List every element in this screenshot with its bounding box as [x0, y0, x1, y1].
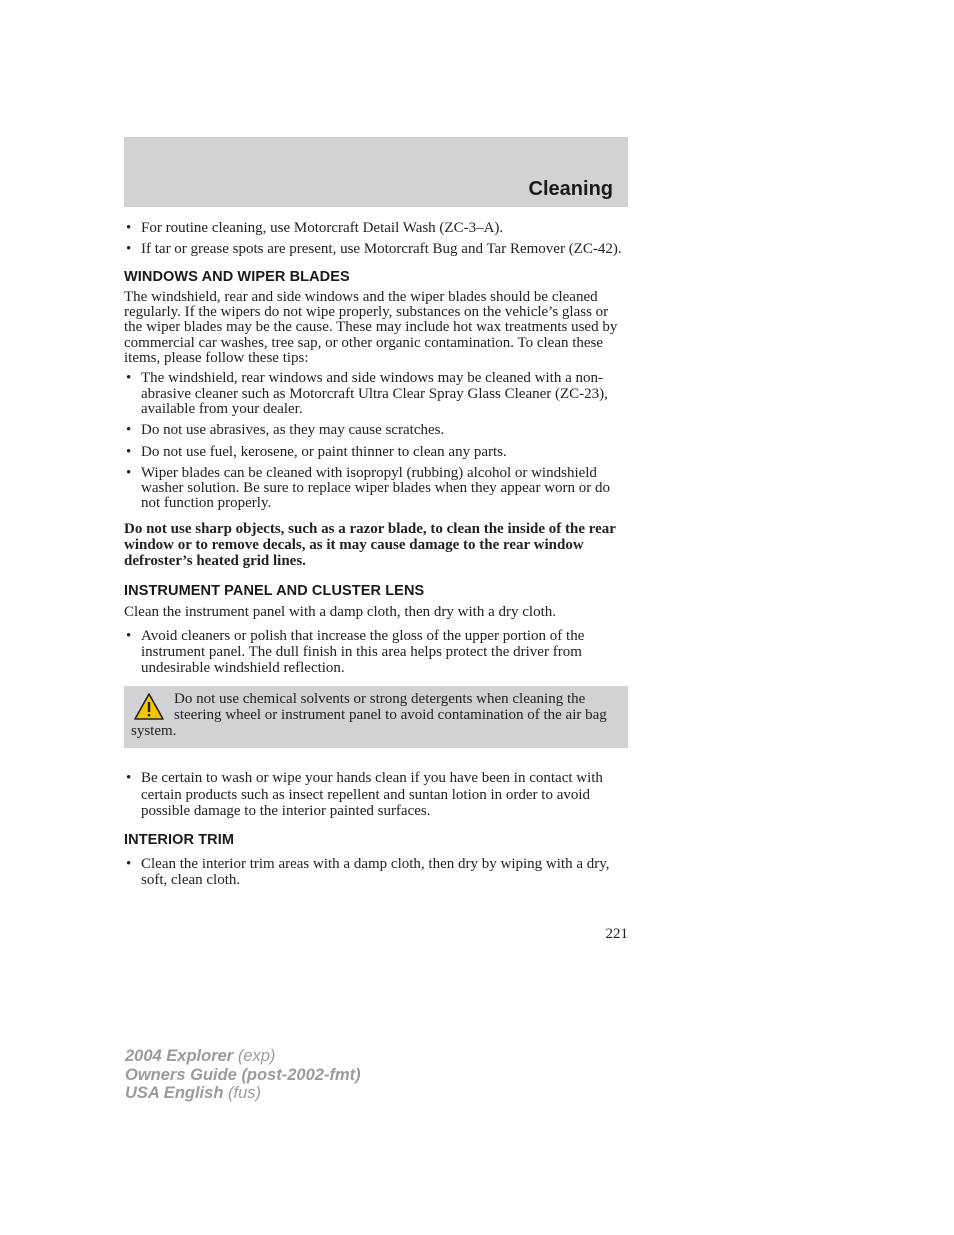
- windows-paragraph: The windshield, rear and side windows and the wiper blades should be cleaned regularly. If the wipers do not wipe properly, substances on the vehicle’s glass or the wiper blades may be the cause. These may include hot wax treatments used by commercial car washes, tree sap, or other organic contamination. To clean these items, please follow these tips:: [124, 288, 618, 367]
- list-item: • If tar or grease spots are present, use Motorcraft Bug and Tar Remover (ZC-42).: [124, 242, 628, 257]
- footer-line-2: [125, 1066, 361, 1085]
- footer-language: USA English: [125, 1084, 224, 1102]
- section-header-band: [124, 137, 628, 207]
- list-item: • Wiper blades can be cleaned with isopropyl (rubbing) alcohol or windshield washer solution. Be sure to replace wiper blades when they appear worn or do not function properly.: [124, 466, 628, 512]
- instrument-after-bullet-list: [124, 770, 628, 819]
- list-item: • Do not use abrasives, as they may cause scratches.: [124, 423, 628, 438]
- section-heading-instrument: INSTRUMENT PANEL AND CLUSTER LENS: [124, 582, 425, 599]
- section-heading-windows: WINDOWS AND WIPER BLADES: [124, 268, 350, 285]
- list-item: • Avoid cleaners or polish that increase the gloss of the upper portion of the instrument panel. The dull finish in this area helps protect the driver from undesirable windshield reflection.: [124, 628, 628, 676]
- list-item: • The windshield, rear windows and side windows may be cleaned with a non-abrasive cleaner such as Motorcraft Ultra Clear Spray Glass Cleaner (ZC-23), available from your dealer.: [124, 371, 628, 417]
- instrument-bullet-list: [124, 628, 628, 676]
- list-item: • Clean the interior trim areas with a damp cloth, then dry by wiping with a dry, soft, clean cloth.: [124, 856, 628, 888]
- section-title: Cleaning: [528, 178, 613, 200]
- windows-warning: Do not use sharp objects, such as a razor blade, to clean the inside of the rear window or to remove decals, as it may cause damage to the rear window defroster’s heated grid lines.: [124, 520, 616, 569]
- list-item: • Do not use fuel, kerosene, or paint thinner to clean any parts.: [124, 445, 628, 460]
- footer-line-1: [125, 1047, 361, 1066]
- document-footer: [125, 1047, 361, 1103]
- footer-model-code: (exp): [233, 1047, 276, 1065]
- instrument-paragraph: Clean the instrument panel with a damp cloth, then dry with a dry cloth.: [124, 604, 556, 621]
- warning-triangle-icon: [133, 692, 165, 722]
- footer-guide: Owners Guide (post-2002-fmt): [125, 1065, 361, 1084]
- page-number: 221: [605, 926, 628, 942]
- footer-model: 2004 Explorer: [125, 1047, 234, 1065]
- footer-language-code: (fus): [223, 1084, 261, 1102]
- page-content: [124, 221, 628, 894]
- section-heading-interior: INTERIOR TRIM: [124, 832, 235, 849]
- caution-text: Do not use chemical solvents or strong detergents when cleaning the steering wheel or instrument panel to avoid contamination of the air bag system.: [131, 691, 607, 740]
- windows-bullet-list: [124, 371, 628, 511]
- footer-line-3: [125, 1084, 361, 1103]
- intro-bullet-list: [124, 221, 628, 258]
- list-item: • Be certain to wash or wipe your hands clean if you have been in contact with certain products such as insect repellent and suntan lotion in order to avoid possible damage to the interior painted surfaces.: [124, 770, 628, 819]
- caution-box: [124, 686, 628, 748]
- interior-bullet-list: [124, 856, 628, 888]
- list-item: • For routine cleaning, use Motorcraft Detail Wash (ZC-3–A).: [124, 221, 628, 236]
